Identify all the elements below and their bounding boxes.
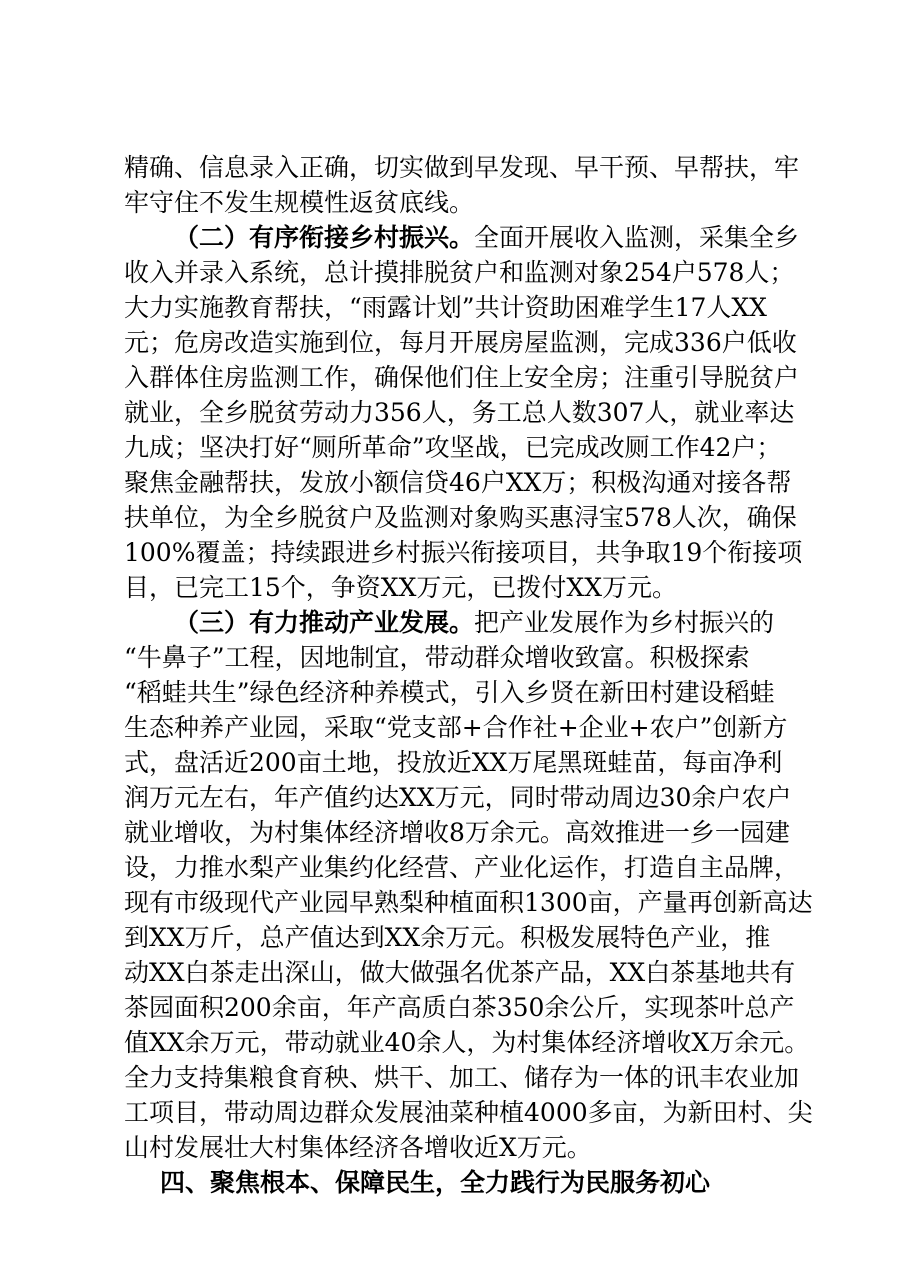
text-line: 元；危房改造实施到位，每月开展房屋监测，完成336户低收 [124, 328, 797, 357]
section-4-heading: 四、聚焦根本、保障民生，全力践行为民服务初心 [160, 1168, 711, 1197]
section-2-first-line [174, 220, 799, 255]
text-line: 值XX余万元，带动就业40余人，为村集体经济增收X万余元。 [124, 1028, 810, 1057]
text-line: 设，力推水梨产业集约化经营、产业化运作，打造自主品牌， [124, 853, 800, 882]
text-line: 牢守住不发生规模性返贫底线。 [124, 188, 475, 217]
section-3-heading: （三）有力推动产业发展。 [174, 608, 475, 637]
text-line: 大力实施教育帮扶，“雨露计划”共计资助困难学生17人XX [124, 293, 767, 322]
text-line: 现有市级现代产业园早熟梨种植面积1300亩，产量再创新高达 [124, 888, 813, 917]
text-line: 到XX万斤，总产值达到XX余万元。积极发展特色产业，推 [124, 923, 771, 952]
text-line: 式，盘活近200亩土地，投放近XX万尾黑斑蛙苗，每亩净利 [124, 748, 783, 777]
section-3-first-line [174, 605, 774, 640]
text-line: 入群体住房监测工作，确保他们住上安全房；注重引导脱贫户 [124, 363, 800, 392]
text-line: 收入并录入系统，总计摸排脱贫户和监测对象254户578人； [124, 258, 795, 287]
text-line: “稻蛙共生”绿色经济种养模式，引入乡贤在新田村建设稻蛙 [124, 678, 775, 707]
section-3-first-line-text: 把产业发展作为乡村振兴的 [474, 608, 775, 637]
text-line: 工项目，带动周边群众发展油菜种植4000多亩，为新田村、尖 [124, 1098, 813, 1127]
text-line: 目，已完工15个，争资XX万元，已拨付XX万元。 [124, 573, 678, 602]
section-2-heading: （二）有序衔接乡村振兴。 [174, 223, 475, 252]
text-line: 就业增收，为村集体经济增收8万余元。高效推进一乡一园建 [124, 818, 790, 847]
text-line: 100%覆盖；持续跟进乡村振兴衔接项目，共争取19个衔接项 [124, 538, 803, 567]
text-line: 山村发展壮大村集体经济各增收近X万元。 [124, 1133, 592, 1162]
text-line: 聚焦金融帮扶，发放小额信贷46户XX万；积极沟通对接各帮 [124, 468, 792, 497]
text-line: 九成；坚决打好“厕所革命”攻坚战，已完成改厕工作42户； [124, 433, 782, 462]
text-line: 全力支持集粮食育秧、烘干、加工、储存为一体的讯丰农业加 [124, 1063, 800, 1092]
section-2-first-line-text: 全面开展收入监测，采集全乡 [474, 223, 800, 252]
text-line: 动XX白茶走出深山，做大做强名优茶产品，XX白茶基地共有 [124, 958, 796, 987]
text-line: 扶单位，为全乡脱贫户及监测对象购买惠浔宝578人次，确保 [124, 503, 797, 532]
text-line: “牛鼻子”工程，因地制宜，带动群众增收致富。积极探索 [124, 643, 750, 672]
text-line: 精确、信息录入正确，切实做到早发现、早干预、早帮扶，牢 [124, 153, 800, 182]
text-line: 生态种养产业园，采取“党支部+合作社+企业+农户”创新方 [124, 713, 788, 742]
text-line: 茶园面积200余亩，年产高质白茶350余公斤，实现茶叶总产 [124, 993, 795, 1022]
text-line: 就业，全乡脱贫劳动力356人，务工总人数307人，就业率达 [124, 398, 795, 427]
text-line: 润万元左右，年产值约达XX万元，同时带动周边30余户农户 [124, 783, 792, 812]
